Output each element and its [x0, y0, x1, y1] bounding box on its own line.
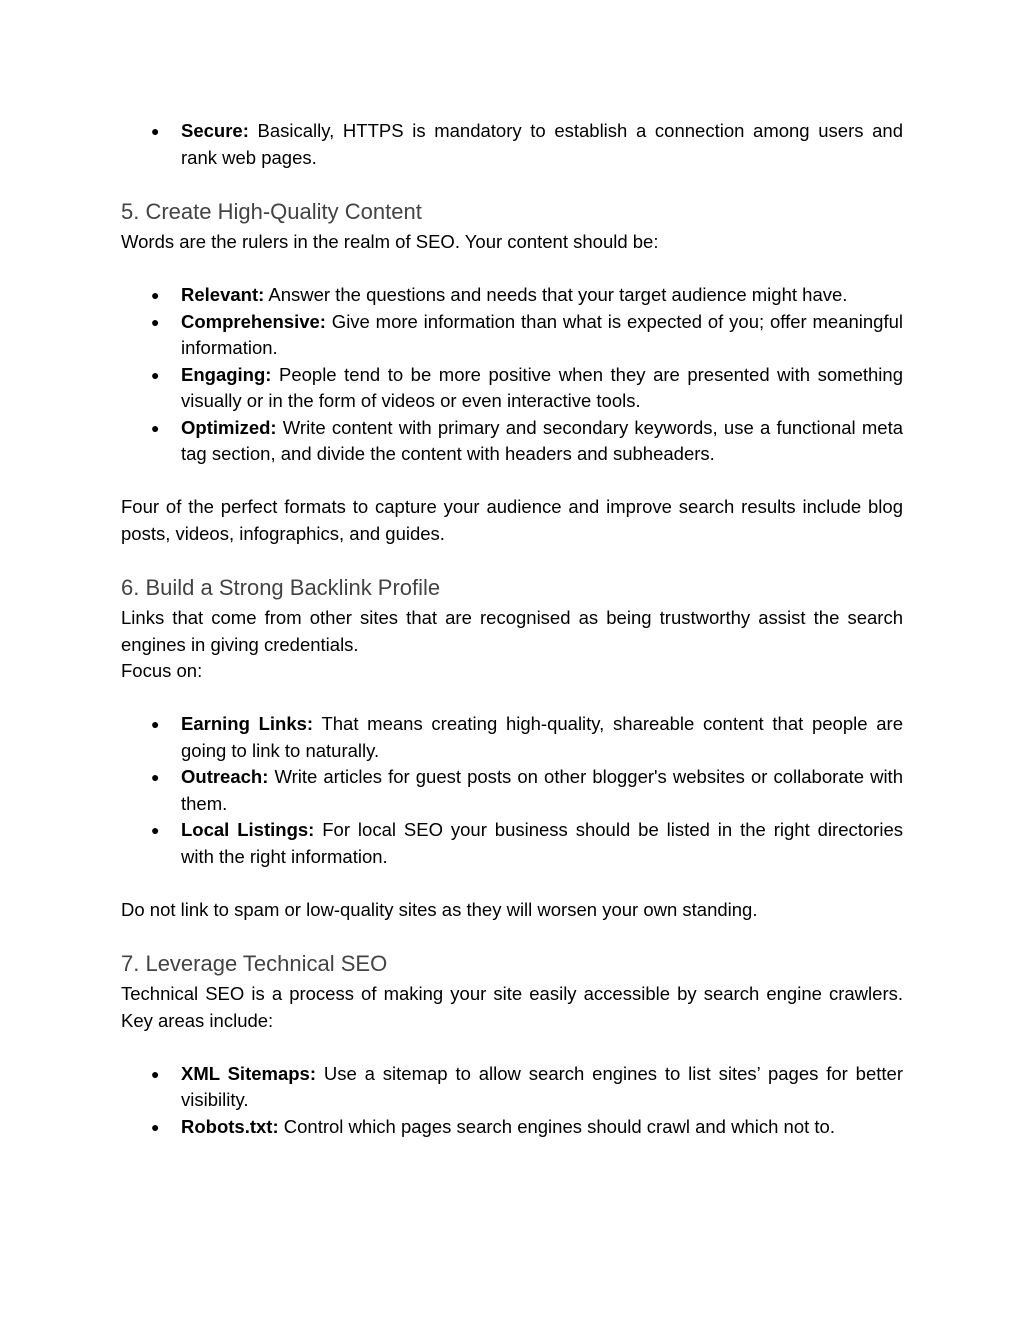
bullet-icon: ●: [151, 313, 160, 330]
section-7-heading: 7. Leverage Technical SEO: [121, 951, 388, 976]
list-item-term: Secure:: [181, 120, 249, 141]
bullet-icon: ●: [151, 123, 160, 139]
list-item-text: Use a sitemap to allow search engines to list sites’ pages for better visibility.: [181, 1062, 903, 1110]
bullet-icon: ●: [151, 1118, 160, 1135]
section-6-focus: Focus on:: [121, 660, 203, 681]
list-item: [121, 118, 903, 171]
section-6-outro: Do not link to spam or low-quality sites as they will worsen your own standing.: [121, 898, 758, 920]
list-item-term: Relevant:: [181, 284, 265, 305]
section-5-heading: 5. Create High-Quality Content: [121, 199, 422, 224]
section-5-list: [121, 282, 903, 468]
list-item-term: Earning Links:: [181, 713, 314, 734]
list-item-term: Robots.txt:: [181, 1115, 279, 1137]
list-item-text: Answer the questions and needs that your target audience might have.: [264, 284, 848, 305]
section-6-heading: 6. Build a Strong Backlink Profile: [121, 575, 441, 600]
list-item-text: Give more information than what is expected of you; offer meaningful information.: [181, 310, 903, 358]
list-item-term: Local Listings:: [181, 819, 315, 840]
bullet-icon: ●: [151, 769, 160, 785]
list-item: [121, 282, 903, 309]
list-item-term: Outreach:: [181, 766, 269, 787]
list-item: [121, 711, 903, 764]
list-item-term: Optimized:: [181, 416, 277, 438]
section-5-outro: Four of the perfect formats to capture your audience and improve search results include blog posts, videos, infographics, and guides.: [121, 496, 903, 544]
bullet-icon: ●: [151, 822, 160, 838]
bullet-icon: ●: [151, 716, 160, 732]
list-item: [121, 764, 903, 817]
list-item: [121, 1114, 903, 1141]
list-item-term: XML Sitemaps:: [181, 1062, 317, 1084]
bullet-icon: ●: [151, 1065, 160, 1082]
section-6-list: [121, 711, 903, 870]
list-item-text: Write content with primary and secondary keywords, use a functional meta tag section, and divide the content with headers and subheaders.: [181, 416, 903, 464]
bullet-icon: ●: [151, 287, 160, 303]
secure-list: [121, 118, 903, 171]
list-item-text: For local SEO your business should be listed in the right directories with the right information.: [181, 819, 903, 867]
section-6-intro: Links that come from other sites that are recognised as being trustworthy assist the search engines in giving credentials.: [121, 607, 903, 655]
list-item: [121, 1061, 903, 1114]
list-item-term: Engaging:: [181, 363, 272, 385]
bullet-icon: ●: [151, 366, 160, 383]
section-5-intro: Words are the rulers in the realm of SEO. Your content should be:: [121, 231, 659, 252]
list-item-term: Comprehensive:: [181, 310, 326, 332]
list-item-text: Basically, HTTPS is mandatory to establish a connection among users and rank web pages.: [181, 120, 903, 168]
list-item-text: Control which pages search engines should crawl and which not to.: [278, 1115, 835, 1137]
list-item-text: Write articles for guest posts on other blogger's websites or collaborate with them.: [181, 766, 903, 814]
list-item-text: People tend to be more positive when they are presented with something visually or in the form of videos or even interactive tools.: [181, 363, 903, 411]
section-7-intro: Technical SEO is a process of making your site easily accessible by search engine crawlers. Key areas include:: [121, 983, 903, 1031]
list-item: [121, 309, 903, 362]
list-item-text: That means creating high-quality, shareable content that people are going to link to naturally.: [181, 713, 903, 761]
document-page: [121, 118, 903, 1140]
list-item: [121, 362, 903, 415]
list-item: [121, 415, 903, 468]
bullet-icon: ●: [151, 419, 160, 436]
section-7-list: [121, 1061, 903, 1141]
list-item: [121, 817, 903, 870]
